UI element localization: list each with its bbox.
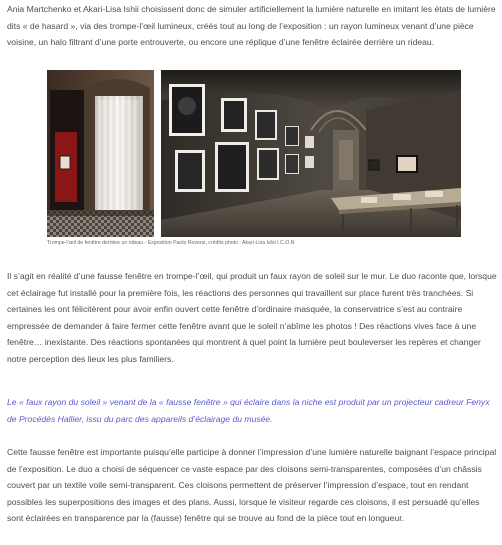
photo-window-curtain: [47, 70, 154, 237]
paragraph-window: Il s’agit en réalité d’une fausse fenêtre en trompe-l’œil, qui produit un faux rayon de soleil sur le mur. Le duo raconte que, lorsque cet éclairage fut installé pour la première fois, les réactions des personnes qui travaillent sur place furent très tranchées. Si certaines les ont félicitèrent pour avoir enfin ouvert cette fenêtre d’ordinaire masquée, la conservatrice s’est au contraire empressée de demander à faire fermer cette fenêtre avant que le soleil n’abîme les photos ! Des réactions vives face à une fenêtre… inexistante. Des réactions spontanées qui montrent à quel point la lumière peut bouleverser les repères et changer notre perception des lieux les plus familiers.: [7, 271, 497, 364]
paragraph-partitions: Cette fausse fenêtre est importante puisqu’elle participe à donner l’impression d’une lumière naturelle baignant l’espace principal de l’exposition. Le duo a choisi de séquencer ce vaste espace par des cloisons semi-transparentes, composées d’un châssis couvert par un textile voile semi-transparent. Ces cloisons permettent de préserver l’impression d’espace, tout en rendant possibles les superpositions des images et des plans. Aussi, lorsque le visiteur regarde ces cloisons, il est persuadé qu’elles sont éclairées en transparence par la (fausse) fenêtre qui se trouve au fond de la pièce tout en longueur.: [7, 447, 497, 523]
photo-caption: Trompe-l’œil de fenêtre derrière un rideau - Exposition Paolo Roversi, crédits photo : Akari-Lisa Ishii I.C.O.N: [47, 240, 295, 246]
photo-exhibition-gallery: [161, 70, 461, 237]
pull-quote: Le « faux rayon du soleil » venant de la « fausse fenêtre » qui éclaire dans la niche est produit par un projecteur cadreur Fenyx de Procédés Hallier, issu du parc des appareils d’éclairage du musée.: [7, 397, 490, 424]
paragraph-intro: Ania Martchenko et Akari-Lisa Ishii choisissent donc de simuler artificiellement la lumière naturelle en imitant les états de lumière dits « de hasard », via des trompe-l’œil lumineux, créés tout au long de l’exposition : un rayon lumineux venant d’une pièce voisine, un halo filtrant d’une porte entrouverte, ou encore une réplique d’une fenêtre éclairée derrière un rideau.: [7, 4, 496, 47]
